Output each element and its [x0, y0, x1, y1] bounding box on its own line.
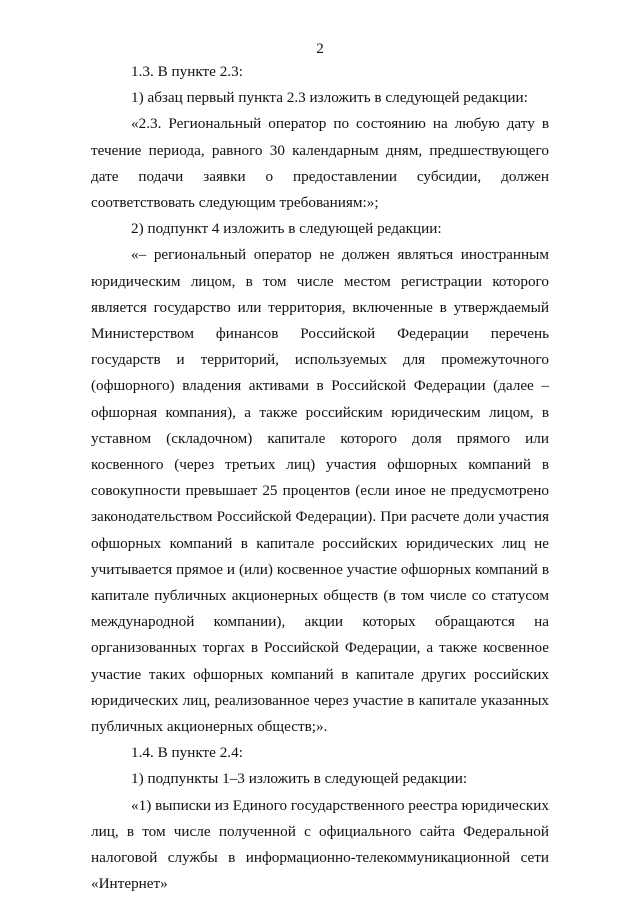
paragraph-amendment-item: 1) абзац первый пункта 2.3 изложить в следующей редакции: [131, 89, 528, 107]
paragraph-quoted-text: «1) выписки из Единого государственного реестра юридических лиц, в том числе полученной с официального сайта Федеральной налоговой службы в информационно-телекоммуникационной сети «Интернет» [91, 796, 549, 893]
paragraph-quoted-text: «2.3. Региональный оператор по состоянию на любую дату в течение периода, равного 30 календарным дням, предшествующего дате подачи заявки о предоставлении субсидии, должен соответствовать следующим требованиям:»; [91, 115, 549, 212]
paragraph-quoted-text: «– региональный оператор не должен являться иностранным юридическим лицом, в том числе местом регистрации которого является государство или территория, включенные в утверждаемый Министерством финансов Российской Федерации перечень государств и территорий, используемых для промежуточного (офшорного) владения активами в Российской Федерации (далее – офшорная компания), а также российским юридическим лицом, в уставном (складочном) капитале которого доля прямого или косвенного (через третьих лиц) участия офшорных компаний в совокупности превышает 25 процентов (если иное не предусмотрено законодательством Российской Федерации). При расчете доли участия офшорных компаний в капитале российских юридических лиц не учитывается прямое и (или) косвенное участие офшорных компаний в капитале публичных акционерных обществ (в том числе со статусом международной компании), акции которых обращаются на организованных торгах в Российской Федерации, а также косвенное участие таких офшорных компаний в капитале других российских юридических лиц, реализованное через участие в капитале указанных публичных акционерных обществ;». [91, 246, 549, 736]
paragraph-section-heading: 1.3. В пункте 2.3: [131, 63, 243, 80]
paragraph-amendment-item: 1) подпункты 1–3 изложить в следующей редакции: [131, 770, 468, 788]
document-body [91, 59, 549, 898]
page-number: 2 [316, 40, 324, 57]
paragraph-section-heading: 1.4. В пункте 2.4: [131, 744, 243, 762]
paragraph-amendment-item: 2) подпункт 4 изложить в следующей редакции: [131, 220, 442, 238]
